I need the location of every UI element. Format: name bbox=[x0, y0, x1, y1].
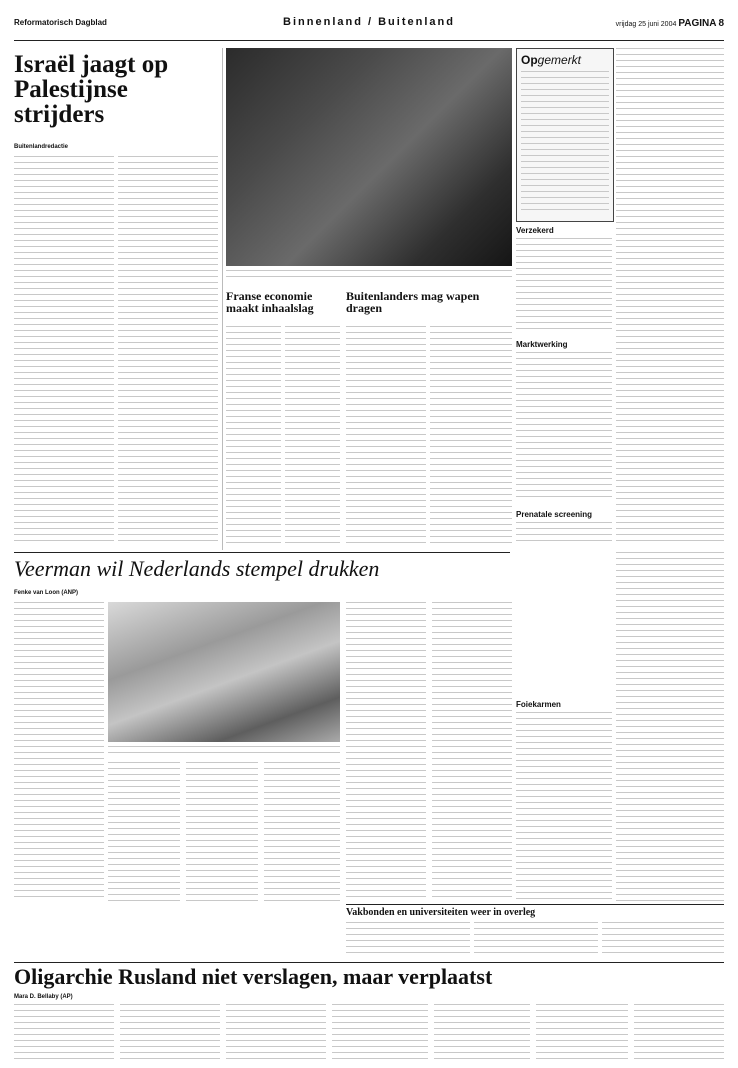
news-photo bbox=[226, 48, 512, 266]
right-column bbox=[616, 48, 724, 546]
rusland-byline: Mara D. Bellaby (AP) bbox=[14, 994, 73, 1000]
verzekerd-heading: Verzekerd bbox=[516, 226, 554, 235]
veerman-headline: Veerman wil Nederlands stempel drukken bbox=[14, 556, 380, 581]
opgemerkt-box bbox=[516, 48, 614, 222]
frankrijk-body-col2 bbox=[285, 326, 340, 546]
veerman-body bbox=[14, 602, 104, 902]
rusland-headline: Oligarchie Rusland niet verslagen, maar verplaatst bbox=[14, 964, 493, 989]
date-page bbox=[616, 18, 724, 29]
veerman-byline: Fenke van Loon (ANP) bbox=[14, 590, 79, 596]
page-label: PAGINA bbox=[678, 18, 717, 29]
veerman-photo bbox=[108, 602, 340, 742]
photo-caption bbox=[226, 270, 512, 282]
masthead bbox=[14, 14, 724, 41]
israel-headline: Israël jaagt op Palestijnse strijders bbox=[14, 51, 169, 128]
section-title: Binnenland / Buitenland bbox=[283, 16, 455, 28]
foiekarmen-heading: Foiekarmen bbox=[516, 700, 561, 709]
frankrijk-body bbox=[226, 326, 281, 546]
saudi-body bbox=[346, 326, 426, 546]
frankrijk-headline: Franse economie maakt inhaalslag bbox=[226, 289, 314, 315]
israel-body bbox=[14, 156, 114, 546]
issue-date: vrijdag 25 juni 2004 bbox=[615, 21, 677, 28]
saudi-body-col2 bbox=[430, 326, 512, 546]
marktwerking-heading: Marktwerking bbox=[516, 340, 568, 349]
israel-byline: Buitenlandredactie bbox=[14, 144, 69, 150]
paper-name: Reformatorisch Dagblad bbox=[14, 18, 107, 27]
page-number: 8 bbox=[718, 18, 724, 29]
saudi-headline: Buitenlanders mag wapen dragen bbox=[346, 289, 480, 315]
opgemerkt-logo: Opgemerkt bbox=[521, 53, 582, 67]
israel-body-col2 bbox=[118, 156, 218, 546]
vakbonden-headline: Vakbonden en universiteiten weer in overleg bbox=[346, 907, 536, 918]
prenatale-heading: Prenatale screening bbox=[516, 510, 593, 519]
